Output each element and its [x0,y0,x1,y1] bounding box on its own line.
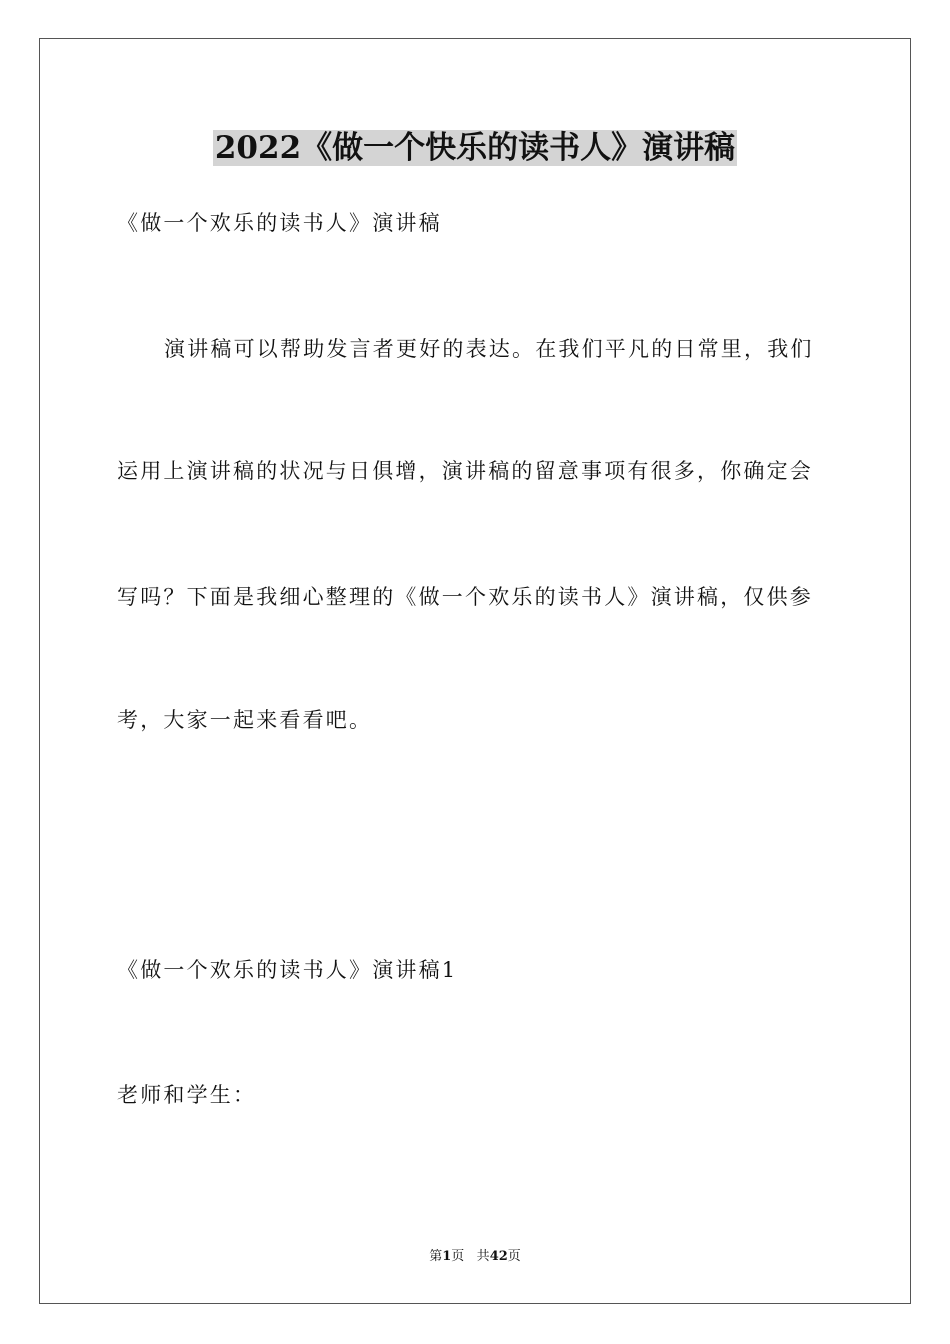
page-footer [0,1248,950,1266]
footer-total-prefix: 共 [476,1249,490,1264]
document-subtitle: 《做一个欢乐的读书人》演讲稿 [117,211,442,235]
document-title [0,128,950,168]
footer-total-suffix: 页 [507,1249,521,1264]
section-heading: 《做一个欢乐的读书人》演讲稿1 [117,958,458,982]
salutation: 老师和学生： [117,1083,257,1107]
paragraph-line-3: 写吗？下面是我细心整理的《做一个欢乐的读书人》演讲稿，仅供参 [117,585,813,609]
paragraph-line-1: 演讲稿可以帮助发言者更好的表达。在我们平凡的日常里，我们 [164,337,814,361]
footer-page-suffix: 页 [451,1249,465,1264]
document-title-text: 2022《做一个快乐的读书人》演讲稿 [214,130,736,166]
paragraph-line-4: 考，大家一起来看看吧。 [117,708,373,732]
footer-page-prefix: 第 [429,1249,443,1264]
footer-total-pages: 42 [489,1249,508,1264]
footer-page-number: 1 [442,1249,452,1264]
paragraph-line-2: 运用上演讲稿的状况与日俱增，演讲稿的留意事项有很多，你确定会 [117,459,813,483]
